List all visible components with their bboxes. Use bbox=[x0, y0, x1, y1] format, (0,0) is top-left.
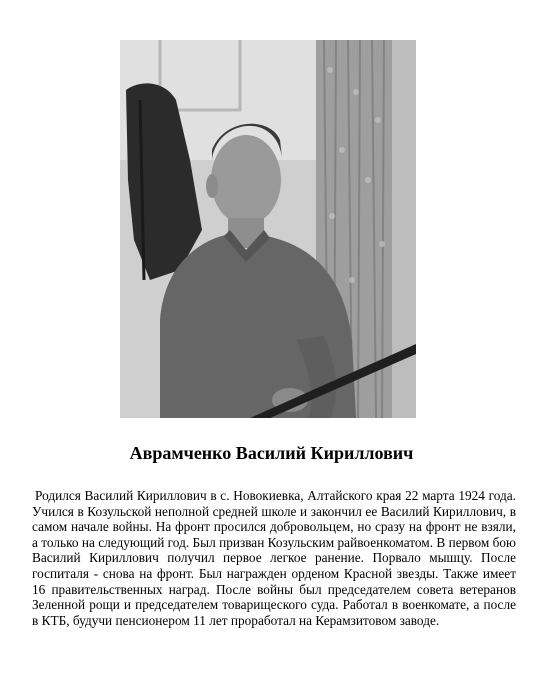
person-name: Аврамченко Василий Кириллович bbox=[129, 443, 414, 463]
biography-text: Родился Василий Кириллович в с. Новокиевка, Алтайского края 22 марта 1924 года. Учился в Козульской неполной средней школе и закончил ее Василий Кириллович, в самом начале войны. На фронт просился добровольцем, но сразу на фронт не взяли, а только на следующий год. Был призван Козульским райвоенкоматом. В первом бою Василий Кириллович получил первое легкое ранение. Порвало мышцу. После госпиталя - снова на фронт. Был награжден орденом Красной звезды. Также имеет 16 правительственных наград. После войны был председателем совета ветеранов Зеленной рощи и председателем товарищеского суда. Работал в военкомате, а после в КТБ, будучи пенсионером 11 лет проработал на Керамзитовом заводе. bbox=[32, 488, 516, 628]
portrait-image bbox=[120, 40, 416, 418]
portrait-photo bbox=[120, 40, 416, 418]
